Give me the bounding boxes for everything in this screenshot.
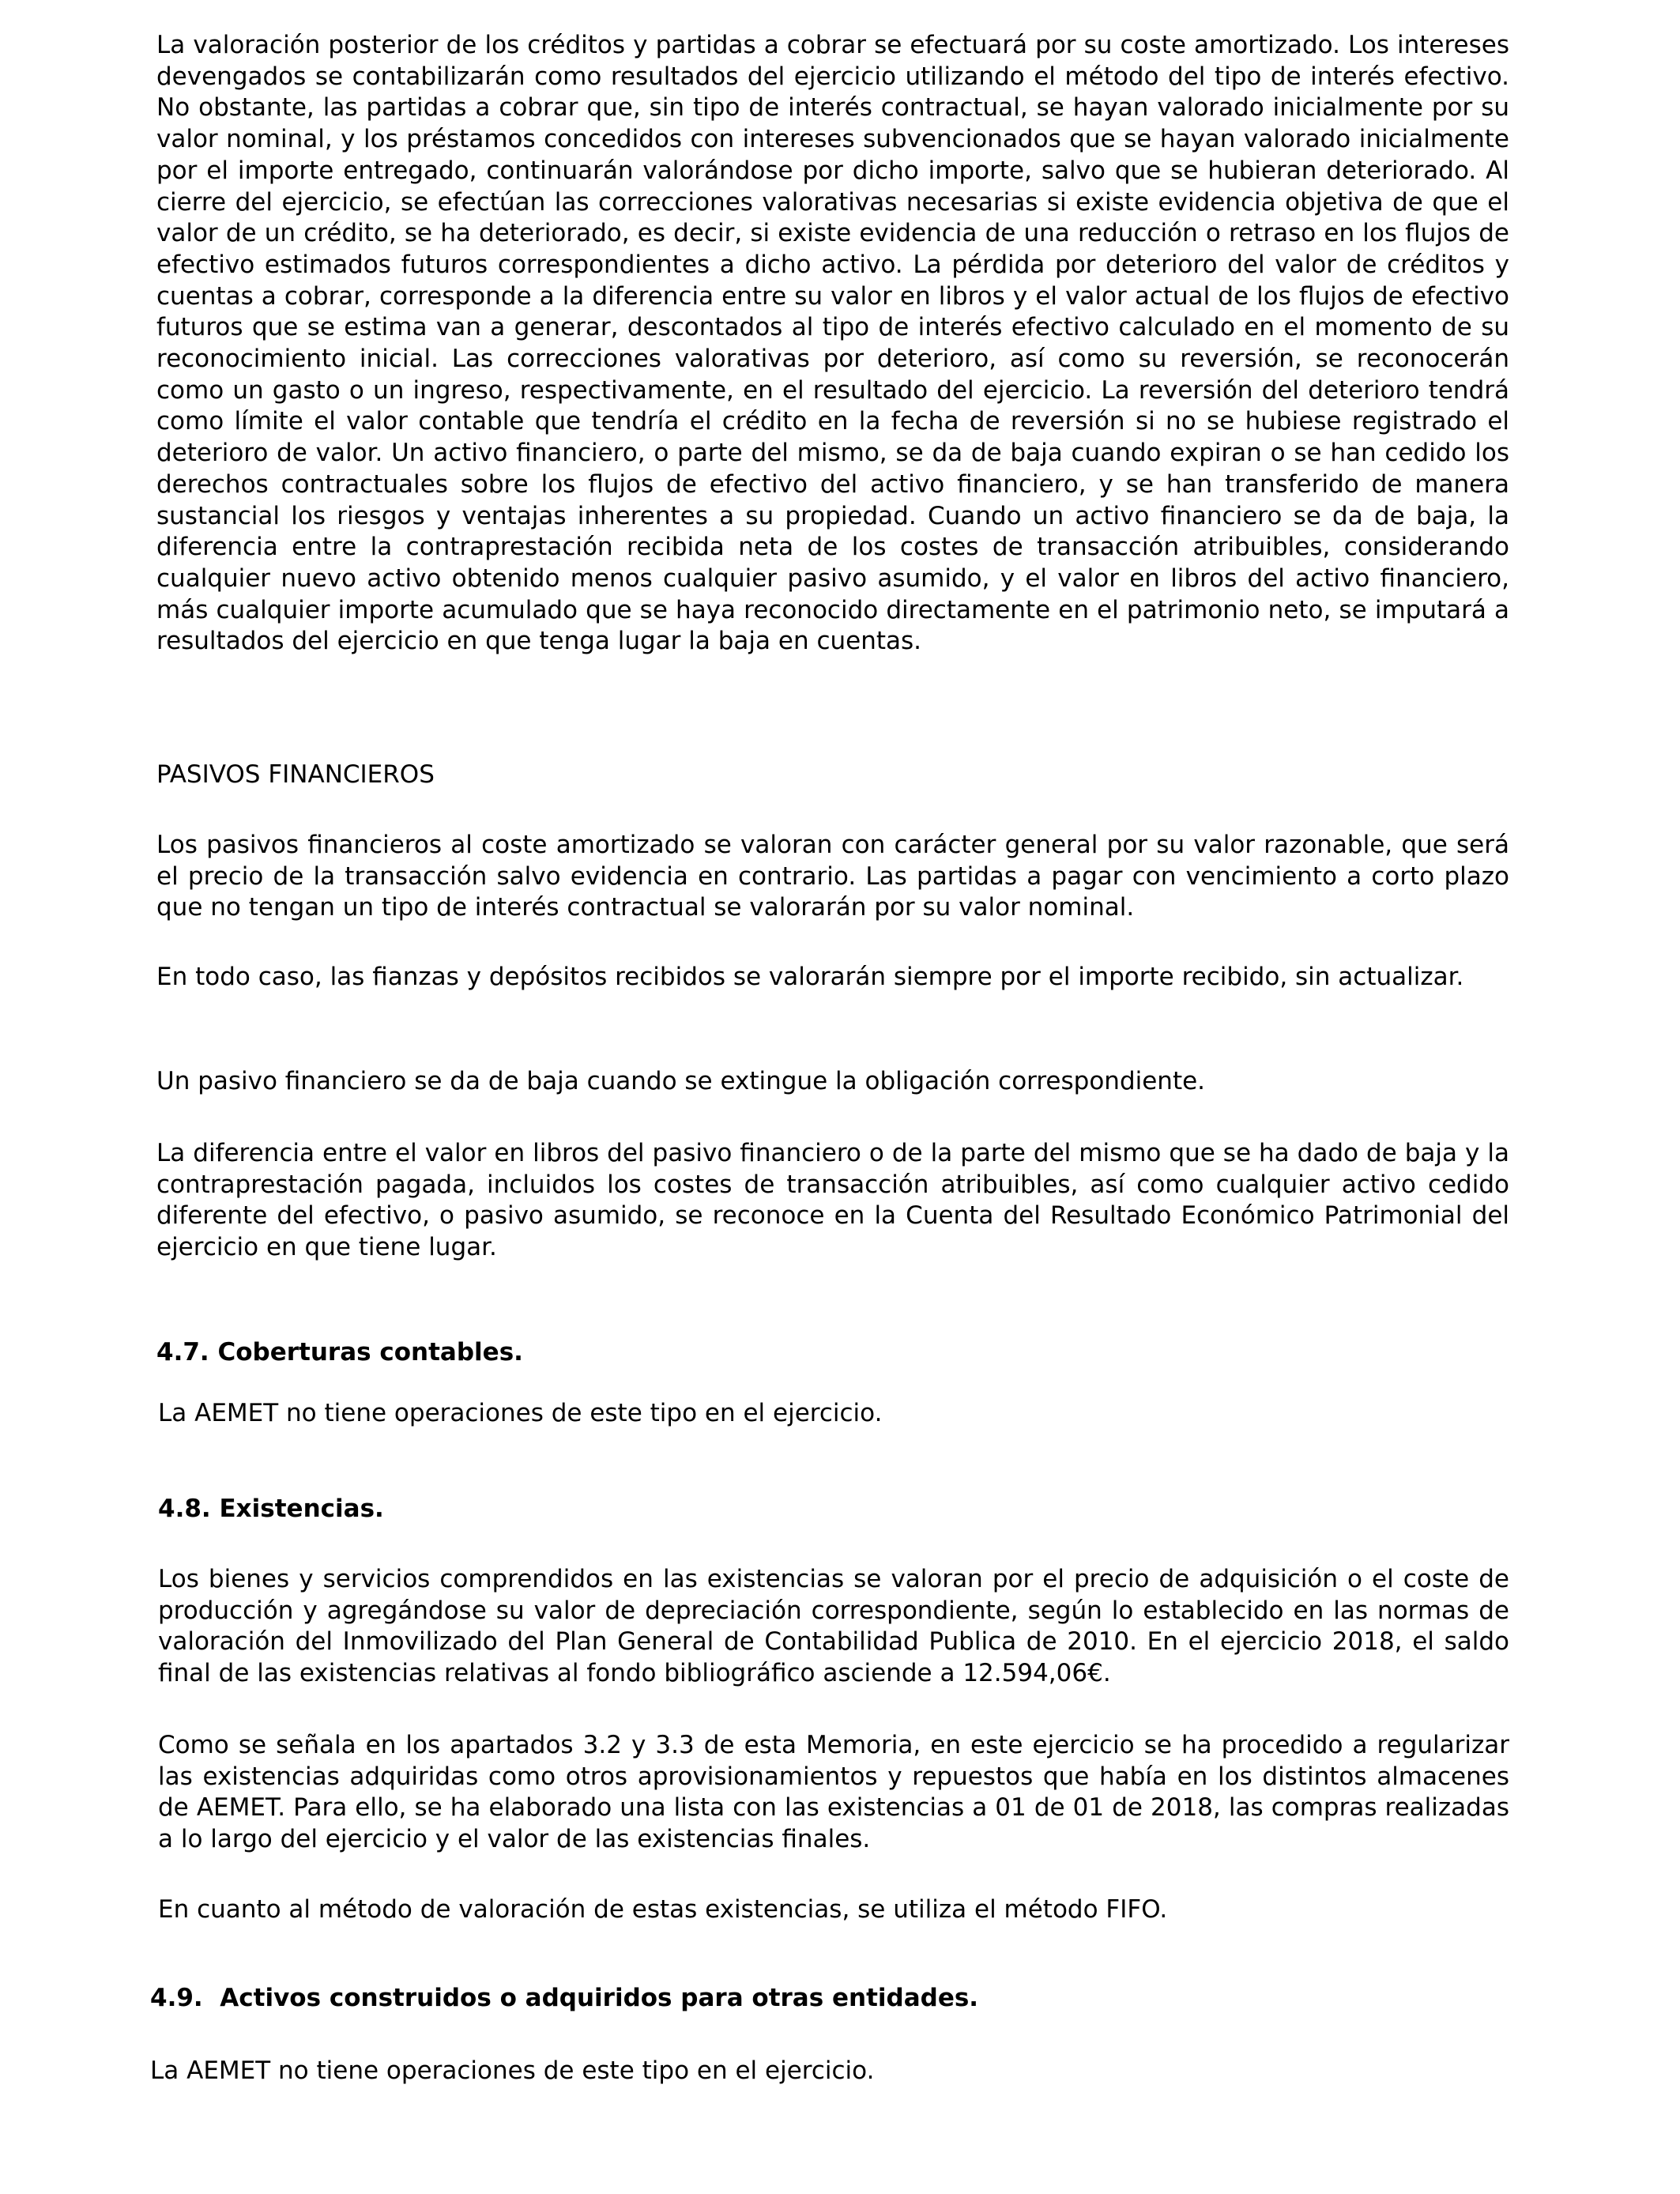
section-4-8-heading: 4.8. Existencias. [158,1495,384,1523]
section-4-9-text: La AEMET no tiene operaciones de este tipo en el ejercicio. [150,2056,875,2085]
pasivos-paragraph-1: Los pasivos financieros al coste amortizado se valoran con carácter general por su valor razonable, que será el precio de la transacción salvo evidencia en contrario. Las partidas a pagar con vencimiento a corto plazo que no tengan un tipo de interés contractual se valorarán por su valor nominal. [156,831,1509,922]
section-4-8-paragraph-1: Los bienes y servicios comprendidos en las existencias se valoran por el precio de adquisición o el coste de producción y agregándose su valor de depreciación correspondiente, según lo establecido en las normas de valoración del Inmovilizado del Plan General de Contabilidad Publica de 2010. En el ejercicio 2018, el saldo final de las existencias relativas al fondo bibliográfico asciende a 12.594,06€. [158,1565,1509,1688]
intro-paragraph: La valoración posterior de los créditos y partidas a cobrar se efectuará por su coste amortizado. Los intereses devengados se contabilizarán como resultados del ejercicio utilizando el método del tipo de interés efectivo. No obstante, las partidas a cobrar que, sin tipo de interés contractual, se hayan valorado inicialmente por su valor nominal, y los préstamos concedidos con intereses subvencionados que se hayan valorado inicialmente por el importe entregado, continuarán valorándose por dicho importe, salvo que se hubieran deteriorado. Al cierre del ejercicio, se efectúan las correcciones valorativas necesarias si existe evidencia objetiva de que el valor de un crédito, se ha deteriorado, es decir, si existe evidencia de una reducción o retraso en los flujos de efectivo estimados futuros correspondientes a dicho activo. La pérdida por deterioro del valor de créditos y cuentas a cobrar, corresponde a la diferencia entre su valor en libros y el valor actual de los flujos de efectivo futuros que se estima van a generar, descontados al tipo de interés efectivo calculado en el momento de su reconocimiento inicial. Las correcciones valorativas por deterioro, así como su reversión, se reconocerán como un gasto o un ingreso, respectivamente, en el resultado del ejercicio. La reversión del deterioro tendrá como límite el valor contable que tendría el crédito en la fecha de reversión si no se hubiese registrado el deterioro de valor. Un activo financiero, o parte del mismo, se da de baja cuando expiran o se han cedido los derechos contractuales sobre los flujos de efectivo del activo financiero, y se han transferido de manera sustancial los riesgos y ventajas inherentes a su propiedad. Cuando un activo financiero se da de baja, la diferencia entre la contraprestación recibida neta de los costes de transacción atribuibles, considerando cualquier nuevo activo obtenido menos cualquier pasivo asumido, y el valor en libros del activo financiero, más cualquier importe acumulado que se haya reconocido directamente en el patrimonio neto, se imputará a resultados del ejercicio en que tenga lugar la baja en cuentas. [156,31,1509,656]
pasivos-financieros-title: PASIVOS FINANCIEROS [156,760,435,789]
section-4-7-text: La AEMET no tiene operaciones de este tipo en el ejercicio. [158,1399,883,1427]
pasivos-paragraph-3: Un pasivo financiero se da de baja cuando se extingue la obligación correspondiente. [156,1067,1206,1095]
section-4-9-heading: 4.9. Activos construidos o adquiridos para otras entidades. [150,1984,979,2012]
section-4-7-heading: 4.7. Coberturas contables. [156,1338,523,1367]
pasivos-paragraph-4: La diferencia entre el valor en libros del pasivo financiero o de la parte del mismo que se ha dado de baja y la contraprestación pagada, incluidos los costes de transacción atribuibles, así como cualquier activo cedido diferente del efectivo, o pasivo asumido, se reconoce en la Cuenta del Resultado Económico Patrimonial del ejercicio en que tiene lugar. [156,1139,1509,1262]
section-4-8-paragraph-3: En cuanto al método de valoración de estas existencias, se utiliza el método FIFO. [158,1895,1168,1924]
section-4-8-paragraph-2: Como se señala en los apartados 3.2 y 3.3 de esta Memoria, en este ejercicio se ha procedido a regularizar las existencias adquiridas como otros aprovisionamientos y repuestos que había en los distintos almacenes de AEMET. Para ello, se ha elaborado una lista con las existencias a 01 de 01 de 2018, las compras realizadas a lo largo del ejercicio y el valor de las existencias finales. [158,1731,1509,1854]
pasivos-paragraph-2: En todo caso, las fianzas y depósitos recibidos se valorarán siempre por el importe recibido, sin actualizar. [156,963,1464,991]
